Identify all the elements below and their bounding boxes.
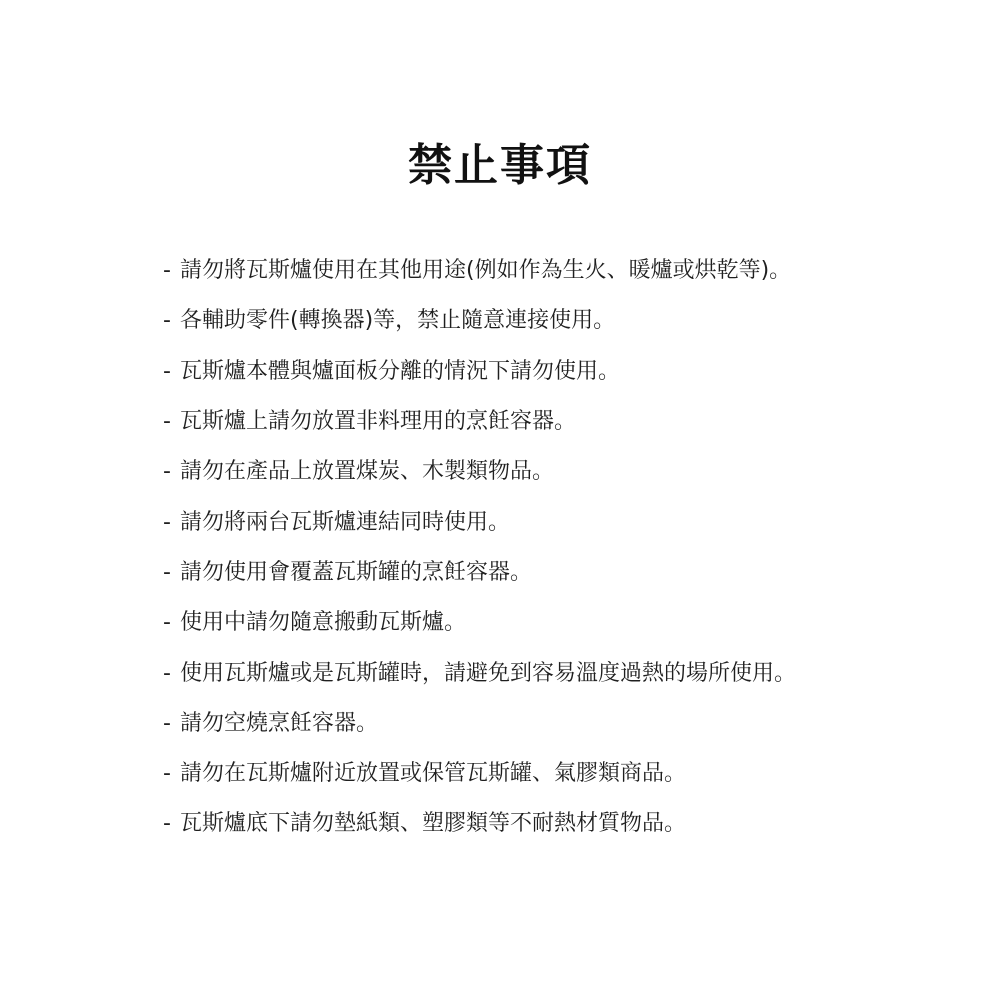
list-item [163, 296, 963, 346]
rule-text: 請勿在瓦斯爐附近放置或保管瓦斯罐、氣膠類商品。 [180, 761, 687, 787]
rule-text: 瓦斯爐本體與爐面板分離的情況下請勿使用。 [180, 358, 621, 384]
rule-text: 請勿將瓦斯爐使用在其他用途(例如作為生火、暖爐或烘乾等)。 [180, 258, 792, 284]
list-item [163, 648, 963, 698]
rule-text: 請勿在產品上放置煤炭、木製類物品。 [180, 459, 555, 485]
list-item [163, 447, 963, 497]
list-item [163, 497, 963, 547]
prohibition-list [163, 246, 963, 850]
list-item [163, 246, 963, 296]
list-item [163, 347, 963, 397]
bullet-dash: - [163, 459, 171, 485]
list-item [163, 699, 963, 749]
bullet-dash: - [163, 610, 171, 636]
bullet-dash: - [163, 559, 171, 585]
rule-text: 瓦斯爐上請勿放置非料理用的烹飪容器。 [180, 409, 577, 435]
bullet-dash: - [163, 308, 171, 334]
bullet-dash: - [163, 409, 171, 435]
bullet-dash: - [163, 258, 171, 284]
rule-text: 瓦斯爐底下請勿墊紙類、塑膠類等不耐熱材質物品。 [180, 811, 687, 837]
list-item [163, 397, 963, 447]
bullet-dash: - [163, 358, 171, 384]
list-item [163, 598, 963, 648]
bullet-dash: - [163, 710, 171, 736]
rule-text: 請勿空燒烹飪容器。 [180, 710, 379, 736]
list-item [163, 548, 963, 598]
rule-text: 請勿將兩台瓦斯爐連結同時使用。 [180, 509, 511, 535]
rule-text: 請勿使用會覆蓋瓦斯罐的烹飪容器。 [180, 559, 533, 585]
list-item [163, 749, 963, 799]
bullet-dash: - [163, 660, 171, 686]
bullet-dash: - [163, 761, 171, 787]
page-title: 禁止事項 [408, 140, 592, 191]
bullet-dash: - [163, 811, 171, 837]
bullet-dash: - [163, 509, 171, 535]
list-item [163, 799, 963, 849]
rule-text: 各輔助零件(轉換器)等，禁止隨意連接使用。 [180, 308, 616, 334]
rule-text: 使用瓦斯爐或是瓦斯罐時，請避免到容易溫度過熱的場所使用。 [180, 660, 797, 686]
rule-text: 使用中請勿隨意搬動瓦斯爐。 [180, 610, 467, 636]
